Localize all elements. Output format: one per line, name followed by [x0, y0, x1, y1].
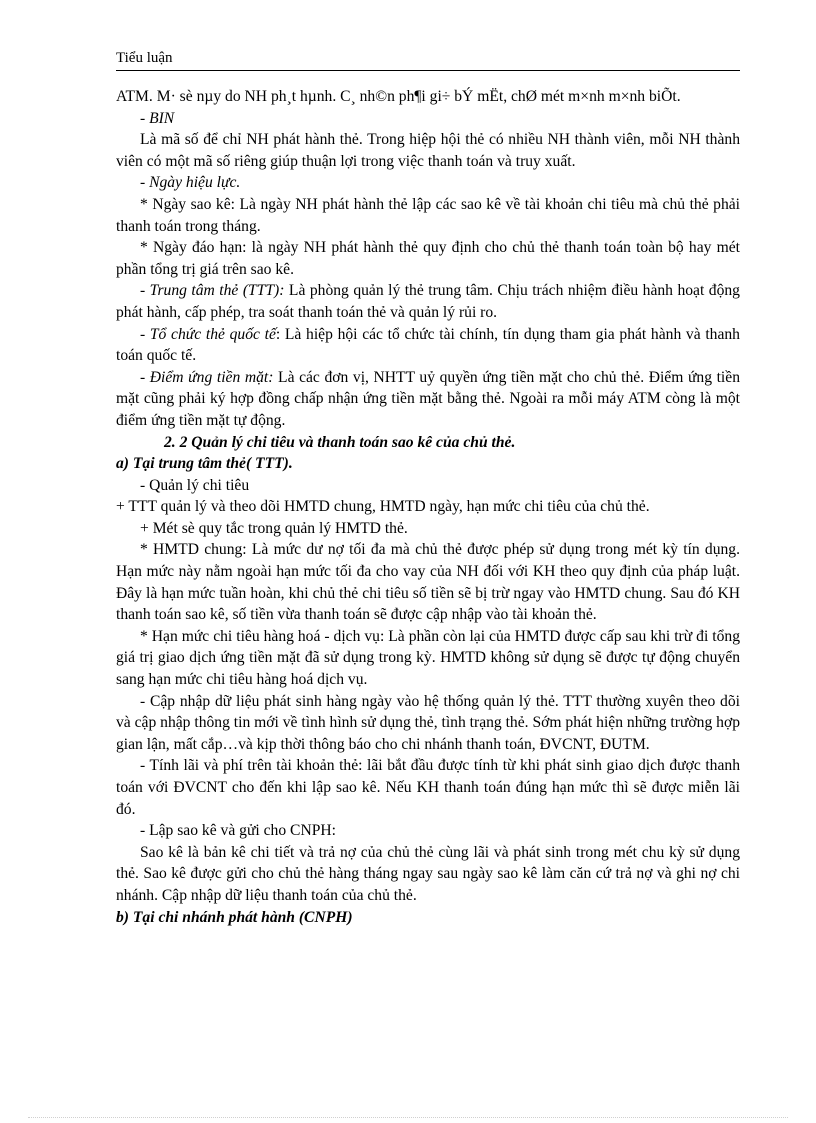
paragraph-card-center — [116, 280, 740, 323]
definition-intl-card-org: : Là hiệp hội các tổ chức tài chính, tín dụng tham gia phát hành và thanh toán quốc tế. — [116, 325, 740, 365]
paragraph-bin: Là mã số để chỉ NH phát hành thẻ. Trong hiệp hội thẻ có nhiều NH thành viên, mỗi NH thành viên có một mã số riêng giúp thuận lợi trong việc thanh toán và truy xuất. — [116, 131, 740, 170]
paragraph-cash-advance-point — [116, 367, 740, 432]
document-body — [116, 86, 740, 928]
page-bottom-rule — [28, 1117, 788, 1118]
paragraph-hmtd-general: * HMTD chung: Là mức dư nợ tối đa mà chủ thẻ được phép sử dụng trong mét kỳ tín dụng. Hạn mức này nằm ngoài hạn mức tối đa cho vay của NH đối với KH theo quy định của pháp luật. Đây là hạn mức tuần hoàn, khi chủ thẻ chi tiêu số tiền sẽ bị trừ ngay vào HMTD chung. Sau đó KH thanh toán sao kê, số tiền vừa thanh toán sẽ được cập nhập vào tài khoản thẻ. — [116, 541, 740, 624]
paragraph-goods-services-limit: * Hạn mức chi tiêu hàng hoá - dịch vụ: Là phần còn lại của HMTD được cấp sau khi trừ đi tổng giá trị giao dịch ứng tiền mặt đã sử dụng trong kỳ. HMTD không sử dụng sẽ được tự động chuyển sang hạn mức chi tiêu hàng hoá dịch vụ. — [116, 627, 740, 689]
definition-cash-advance-point: Là các đơn vị, NHTT uỷ quyền ứng tiền mặt cho chủ thẻ. Điểm ứng tiền mặt cũng phải ký hợp đồng chấp nhận ứng tiền mặt bằng thẻ. Ngoài ra mỗi máy ATM còng là một điểm ứng tiền mặt tự động. — [116, 368, 740, 429]
section-heading-2-2: 2. 2 Quản lý chi tiêu và thanh toán sao kê của chủ thẻ. — [164, 433, 516, 451]
definition-card-center: Là phòng quản lý thẻ trung tâm. Chịu trách nhiệm điều hành hoạt động phát hành, cấp phép, tra soát thanh toán thẻ và quản lý rủi ro. — [116, 282, 740, 321]
subsection-heading-b: b) Tại chi nhánh phát hành (CNPH) — [116, 908, 353, 926]
paragraph-interest-fees: - Tính lãi và phí trên tài khoản thẻ: lãi bắt đầu được tính từ khi phát sinh giao dịch được thanh toán với ĐVCNT cho đến khi lập sao kê. Nếu KH thanh toán đúng hạn mức thì sẽ được miễn lãi đó. — [116, 757, 740, 818]
term-cash-advance-point: - Điểm ứng tiền mặt: — [140, 368, 274, 386]
paragraph-data-update: - Cập nhập dữ liệu phát sinh hàng ngày vào hệ thống quản lý thẻ. TTT thường xuyên theo dõi và cập nhập thông tin mới về tình hình sử dụng thẻ, tình trạng thẻ. Sớm phát hiện những trường hợp gian lận, mất cắp…và kịp thời thông báo cho chi nhánh thanh toán, ĐVCNT, ĐUTM. — [116, 692, 740, 753]
heading-validity-date: - Ngày hiệu lực. — [140, 174, 241, 192]
paragraph-atm-pin: ATM. M· sè nµy do NH ph¸t hµnh. C¸ nh©n ph¶i gi÷ bÝ mËt, chØ mét m×nh m×nh biÕt. — [116, 88, 681, 105]
header-title: Tiểu luận — [116, 50, 173, 66]
paragraph-statement-definition: Sao kê là bản kê chi tiết và trả nợ của chủ thẻ cùng lãi và phát sinh trong mét chu kỳ sử dụng thẻ. Sao kê được gửi cho chủ thẻ hàng tháng ngay sau ngày sao kê làm căn cứ trả nợ và ghi nợ chi nhánh. Cập nhập dữ liệu thanh toán của chủ thẻ. — [116, 843, 740, 904]
paragraph-intl-card-org — [116, 324, 740, 367]
paragraph-statement-date: * Ngày sao kê: Là ngày NH phát hành thẻ lập các sao kê về tài khoản chi tiêu mà chủ thẻ phải thanh toán trong tháng. — [116, 195, 740, 235]
term-card-center: - Trung tâm thẻ (TTT): — [140, 282, 285, 300]
paragraph-statement-send: - Lập sao kê và gửi cho CNPH: — [140, 822, 336, 840]
term-intl-card-org: - Tổ chức thẻ quốc tế — [140, 325, 276, 343]
paragraph-spending-management: - Quản lý chi tiêu — [140, 476, 250, 494]
page-header — [116, 48, 740, 71]
subsection-heading-a: a) Tại trung tâm thẻ( TTT). — [116, 455, 293, 473]
paragraph-ttt-management: + TTT quản lý và theo dõi HMTD chung, HMTD ngày, hạn mức chi tiêu của chủ thẻ. — [116, 498, 650, 516]
heading-bin: - BIN — [140, 109, 175, 127]
paragraph-due-date: * Ngày đáo hạn: là ngày NH phát hành thẻ quy định cho chủ thẻ thanh toán toàn bộ hay mét phần tổng trị giá trên sao kê. — [116, 239, 740, 278]
paragraph-hmtd-rules: + Mét sè quy tắc trong quản lý HMTD thẻ. — [140, 519, 408, 537]
